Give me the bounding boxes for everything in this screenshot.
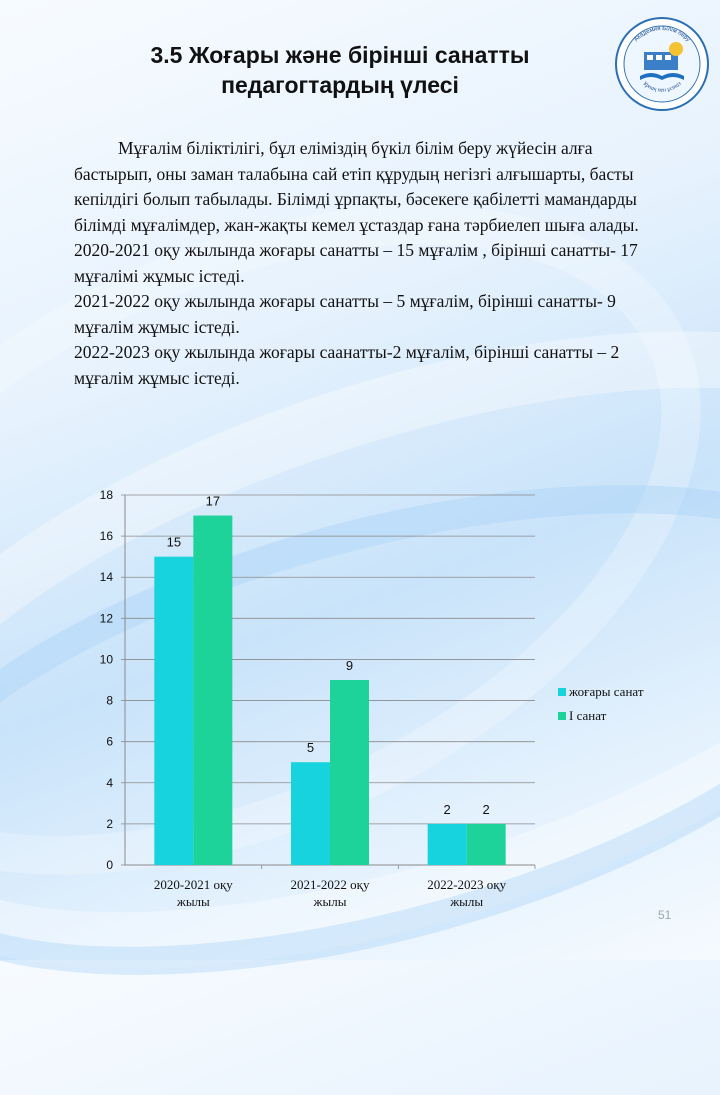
data-label: 5 <box>306 740 315 756</box>
data-label: 2 <box>482 801 490 817</box>
stat-line-2020: 2020-2021 оқу жылында жоғары санатты – 15 мұғалім , бірінші санатты- 17 мұғалімі жұмыс істеді. <box>74 240 638 286</box>
y-tick-label: 4 <box>106 775 113 790</box>
legend-item <box>558 704 644 728</box>
stat-line-2022: 2022-2023 оқу жылында жоғары саанатты-2 мұғалім, бірінші санатты – 2 мұғалім жұмыс істеді. <box>74 342 620 388</box>
x-tick-label: жылы <box>176 894 210 909</box>
bar <box>291 762 330 865</box>
logo-text-top: Академия Білім беру <box>633 25 691 44</box>
x-tick-label: жылы <box>313 894 347 909</box>
intro-paragraph: Мұғалім біліктілігі, бұл еліміздің бүкіл білім беру жүйесін алға бастырып, оны заман талабына сай етіп құрудың негізгі алғышарты, басты кепілдігі болып табылады. Білімді ұрпақты, бәсекеге қабілетті мамандарды білімді мұғалімдер, жан-жақты кемел ұстаздар ғана тәрбиелеп шыға алады. <box>74 138 639 235</box>
y-tick-label: 2 <box>106 816 113 831</box>
y-tick-label: 14 <box>99 570 113 585</box>
bar <box>154 557 193 865</box>
data-label: 2 <box>443 801 451 817</box>
chart-legend <box>558 680 644 728</box>
legend-label: I санат <box>569 708 607 723</box>
bar <box>467 824 506 865</box>
bar <box>330 680 369 865</box>
legend-swatch <box>558 712 566 720</box>
legend-label: жоғары санат <box>569 684 644 699</box>
x-tick-label: 2020-2021 оқу <box>153 877 233 892</box>
y-tick-label: 0 <box>106 858 113 872</box>
logo-text-bottom: Ұрпақ пен ұстаз <box>641 80 683 94</box>
bar <box>428 824 467 865</box>
data-label: 17 <box>205 493 221 509</box>
x-tick-label: жылы <box>450 894 484 909</box>
data-label: 15 <box>166 534 182 550</box>
y-tick-label: 12 <box>99 611 113 626</box>
bar <box>193 516 232 865</box>
y-tick-label: 8 <box>106 693 113 708</box>
y-tick-label: 18 <box>99 488 113 502</box>
legend-swatch <box>558 688 566 696</box>
data-label: 9 <box>345 658 354 673</box>
page-number: 51 <box>658 908 672 922</box>
slide-title-line-1: 3.5 Жоғары және бірінші санатты <box>150 42 530 68</box>
y-tick-label: 10 <box>99 652 113 667</box>
x-tick-label: 2022-2023 оқу <box>427 877 507 892</box>
x-tick-label: 2021-2022 оқу <box>290 877 370 892</box>
y-tick-label: 6 <box>106 734 113 749</box>
y-tick-label: 16 <box>99 529 113 544</box>
slide-title-line-2: педагогтардың үлесі <box>221 72 459 98</box>
legend-item <box>558 680 644 704</box>
stat-line-2021: 2021-2022 оқу жылында жоғары санатты – 5 мұғалім, бірінші санатты- 9 мұғалім жұмыс істеді. <box>74 291 616 337</box>
